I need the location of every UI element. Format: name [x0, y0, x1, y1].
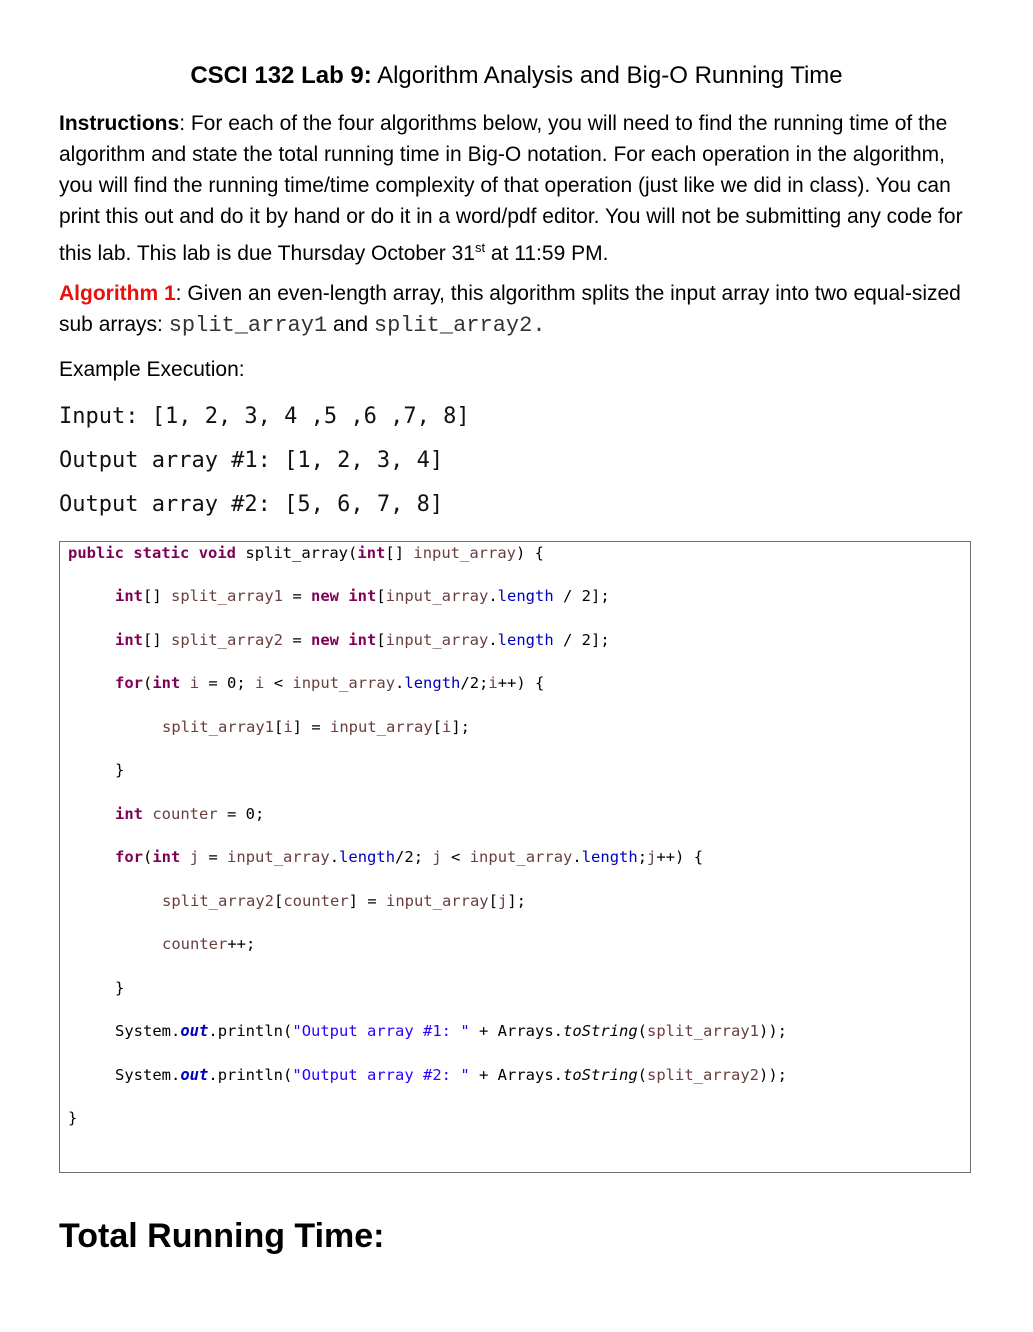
split-array1-name: split_array1 — [168, 313, 328, 338]
instructions-deadline: at 11:59 PM. — [485, 242, 609, 265]
instructions-label: Instructions — [59, 112, 180, 135]
code-line-for-i: for(int i = 0; i < input_array.length/2;i++) { — [115, 674, 545, 692]
instructions-paragraph — [59, 108, 979, 269]
instructions-text: : For each of the four algorithms below, you will need to find the running time of the algorithm and state the total running time in Big-O notation. For each operation in the algorithm, you will find the running time/time complexity of that operation (just like we did in class). You can print this out and do it by hand or do it in a word/pdf editor. You will not be submitting any code for this lab. This lab is due Thursday October 31 — [59, 112, 963, 265]
example-output-2: Output array #2: [5, 6, 7, 8] — [59, 492, 444, 517]
code-line-assign-split2: split_array2[counter] = input_array[j]; — [162, 892, 526, 910]
code-line-assign-split1: split_array1[i] = input_array[i]; — [162, 718, 471, 736]
algorithm-1-label: Algorithm 1 — [59, 282, 176, 305]
code-line-close-for-i: } — [115, 761, 125, 779]
code-line-declare-counter: int counter = 0; — [115, 805, 265, 823]
date-ordinal-superscript: st — [474, 240, 486, 255]
example-output-1: Output array #1: [1, 2, 3, 4] — [59, 448, 444, 473]
title-topic: Algorithm Analysis and Big-O Running Time — [371, 62, 843, 89]
algorithm-1-text: : Given an even-length array, this algorithm splits the input array into two equal-sized sub arrays: — [59, 282, 961, 336]
algorithm-1-and: and — [327, 313, 374, 336]
split-array2-name: split_array2 — [373, 313, 533, 338]
algorithm-1-period: . — [532, 313, 546, 338]
example-input: Input: [1, 2, 3, 4 ,5 ,6 ,7, 8] — [59, 404, 470, 429]
code-line-declare-split1: int[] split_array1 = new int[input_array.length / 2]; — [115, 587, 610, 605]
code-listing — [59, 541, 971, 1173]
code-line-for-j: for(int j = input_array.length/2; j < input_array.length;j++) { — [115, 848, 704, 866]
code-line-print-1: System.out.println("Output array #1: " + Arrays.toString(split_array1)); — [115, 1022, 787, 1040]
title-course: CSCI 132 Lab 9: — [190, 62, 372, 89]
code-line-close-method: } — [68, 1109, 78, 1127]
code-line-increment-counter: counter++; — [162, 935, 256, 953]
code-line-signature: public static void split_array(int[] input_array) { — [68, 544, 545, 562]
document-title — [0, 60, 1033, 92]
code-line-declare-split2: int[] split_array2 = new int[input_array.length / 2]; — [115, 631, 610, 649]
example-execution-label: Example Execution: — [59, 358, 245, 381]
algorithm-1-description — [59, 278, 979, 341]
total-running-time-heading: Total Running Time: — [59, 1217, 385, 1255]
code-line-print-2: System.out.println("Output array #2: " + Arrays.toString(split_array2)); — [115, 1066, 787, 1084]
code-line-close-for-j: } — [115, 979, 125, 997]
